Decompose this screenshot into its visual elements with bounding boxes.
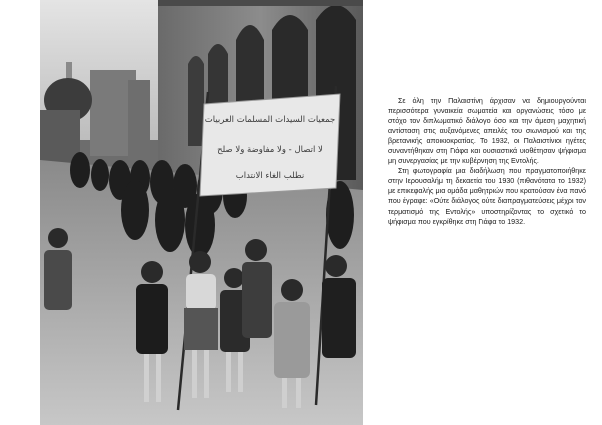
banner-text-line-2: لا اتصال - ولا مفاوضة ولا صلح	[217, 145, 323, 155]
caption-paragraph-1: Σε όλη την Παλαιστίνη άρχισαν να δημιουργούνται περισσότερα γυναικεία σωματεία και οργανώσεις τόσο με στόχο τον διπλωματικό διάλογο όσο και την άμεση μαχητική αντίσταση στις αυξανόμενες απειλές του σιωνισμού και της βρετανικής αποικιοκρατίας. Το 1932, οι Παλαιστίνιοι ηγέτες συναντήθηκαν στη Γιάφα και ουσιαστικά υιοθέτησαν ψήφισμα μη συνεργασίας με την κυβέρνηση της Εντολής.	[388, 97, 586, 166]
photo-illustration	[40, 0, 363, 425]
caption-text	[388, 96, 586, 227]
banner-text-line-3: نطلب الغاء الانتداب	[235, 171, 305, 181]
historical-photo	[40, 0, 363, 425]
caption-paragraph-2: Στη φωτογραφία μια διαδήλωση που πραγματοποιήθηκε στην Ιερουσαλήμ τη δεκαετία του 1930 (πιθανότατα το 1932) με επικεφαλής μια ομάδα μαθητριών που κρατούσαν ένα πανό που έγραφε: «Ούτε διάλογος ούτε διαπραγματεύσεις μέχρι τον τερματισμό της Εντολής» υποστηρίζοντας το σχετικό το ψήφισμα που εγκρίθηκε στη Γιάφα το 1932.	[388, 167, 586, 226]
banner-text-line-1: جمعيات السيدات المسلمات العربيات	[204, 115, 336, 125]
